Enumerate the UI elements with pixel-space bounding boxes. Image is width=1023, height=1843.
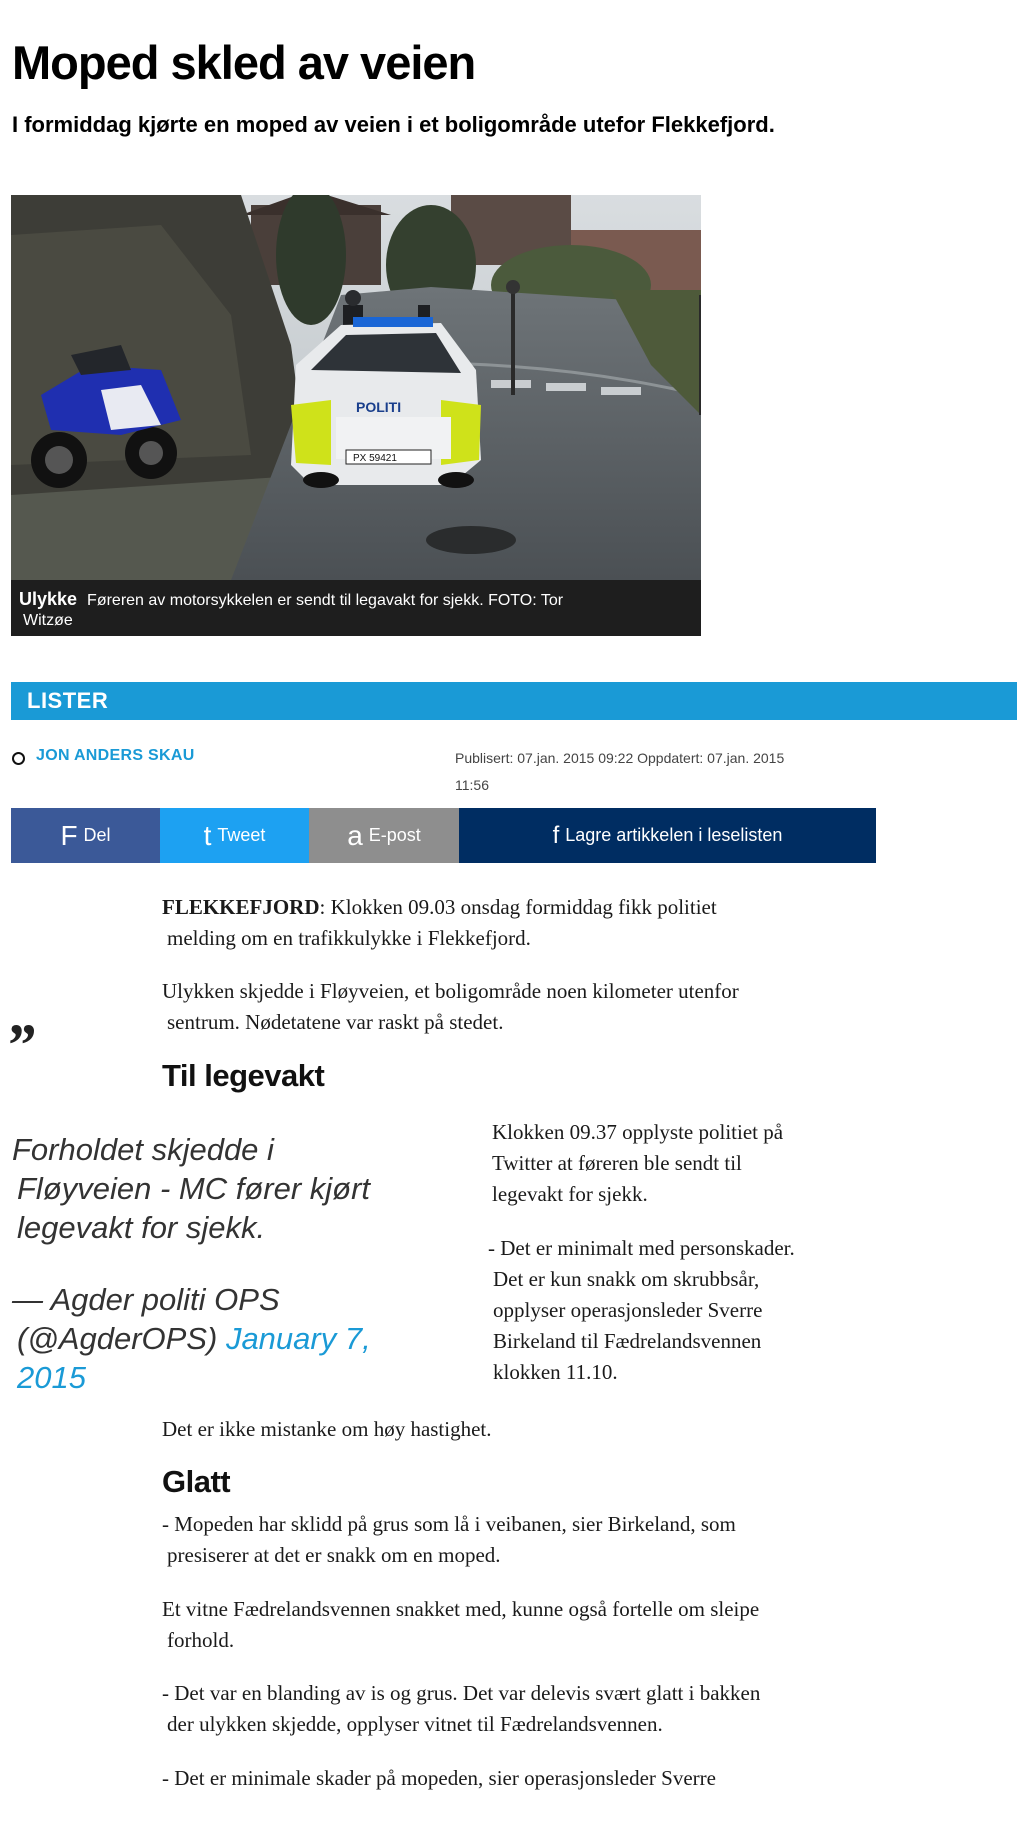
tweet-author: — Agder politi OPS (12, 1282, 280, 1317)
paragraph-3-line-2: Twitter at føreren ble sendt til (492, 1151, 742, 1175)
article-ingress: I formiddag kjørte en moped av veien i et boligområde utefor Flekkefjord. (12, 112, 775, 137)
subheading-til-legevakt: Til legevakt (162, 1058, 325, 1093)
dates-line2: 11:56 (455, 777, 489, 793)
tweet-date-link[interactable]: January 7, (225, 1321, 371, 1356)
tweet-date-link-continued[interactable]: 2015 (17, 1360, 86, 1395)
paragraph-8-line-2: der ulykken skjedde, opplyser vitnet til Fædrelandsvennen. (167, 1712, 663, 1736)
facebook-share-button[interactable] (11, 808, 160, 863)
paragraph-3-line-3: legevakt for sjekk. (492, 1182, 648, 1206)
paragraph-2-line-1: Ulykken skjedde i Fløyveien, et boligområde noen kilometer utenfor (162, 979, 739, 1003)
paragraph-7-line-2: forhold. (167, 1628, 235, 1652)
paragraph-4-line-2: Det er kun snakk om skrubbsår, (493, 1267, 760, 1291)
paragraph-8 (162, 1678, 882, 1740)
paragraph-3-line-1: Klokken 09.37 opplyste politiet på (492, 1120, 784, 1144)
author-link[interactable]: JON ANDERS SKAU (36, 747, 195, 764)
quote-icon: ” (5, 1012, 35, 1078)
twitter-share-label: Tweet (217, 825, 266, 845)
bookmark-icon: f (552, 821, 560, 849)
paragraph-6-line-2: presiserer at det er snakk om en moped. (167, 1543, 501, 1567)
email-share-label: E-post (368, 825, 421, 845)
publish-dates (455, 745, 875, 799)
facebook-share-label: Del (83, 825, 111, 845)
save-label: Lagre artikkelen i leselisten (565, 825, 783, 845)
tweet-line-2: Fløyveien - MC fører kjørt (17, 1171, 371, 1206)
paragraph-4-line-3: opplyser operasjonsleder Sverre (493, 1298, 763, 1322)
dateline: FLEKKEFJORD (162, 895, 320, 919)
section-bar[interactable]: LISTER (11, 682, 1017, 720)
paragraph-4 (488, 1233, 888, 1388)
paragraph-7 (162, 1594, 882, 1656)
save-to-reading-list-button[interactable] (459, 808, 876, 863)
paragraph-4-line-5: klokken 11.10. (493, 1360, 618, 1384)
accident-scene-photo (11, 195, 701, 580)
license-plate: PX 59421 (353, 453, 397, 464)
paragraph-2-line-2: sentrum. Nødetatene var raskt på stedet. (167, 1010, 504, 1034)
caption-text: Føreren av motorsykkelen er sendt til legavakt for sjekk. FOTO: Tor (87, 592, 564, 609)
paragraph-1-line-2: melding om en trafikkulykke i Flekkefjord. (167, 926, 531, 950)
paragraph-7-line-1: Et vitne Fædrelandsvennen snakket med, kunne også fortelle om sleipe (162, 1597, 760, 1621)
tweet-handle: (@AgderOPS) (17, 1321, 218, 1356)
paragraph-6 (162, 1509, 882, 1571)
paragraph-1-line-1: : Klokken 09.03 onsdag formiddag fikk politiet (319, 895, 717, 919)
bullet-icon (12, 752, 25, 765)
caption-label: Ulykke (19, 589, 78, 609)
article-photo (11, 195, 701, 580)
email-icon: a (347, 819, 363, 851)
twitter-icon: t (203, 819, 212, 851)
embedded-tweet-text (12, 1130, 467, 1247)
paragraph-4-line-1: - Det er minimalt med personskader. (488, 1236, 795, 1260)
embedded-tweet-source (12, 1280, 467, 1397)
paragraph-3 (492, 1117, 882, 1210)
tweet-line-3: legevakt for sjekk. (17, 1210, 266, 1245)
facebook-icon: F (60, 819, 78, 851)
article-headline: Moped skled av veien (12, 36, 476, 90)
subheading-glatt: Glatt (162, 1464, 231, 1499)
paragraph-4-line-4: Birkeland til Fædrelandsvennen (493, 1329, 762, 1353)
car-lettering: POLITI (356, 399, 402, 415)
paragraph-5: Det er ikke mistanke om høy hastighet. (162, 1417, 492, 1441)
caption-text-continued: Witzøe (23, 612, 73, 629)
dates-line1: Publisert: 07.jan. 2015 09:22 Oppdatert: 07.jan. 2015 (455, 750, 785, 766)
photo-caption (11, 580, 701, 636)
paragraph-6-line-1: - Mopeden har sklidd på grus som lå i veibanen, sier Birkeland, som (162, 1512, 736, 1536)
paragraph-9 (162, 1763, 882, 1794)
paragraph-9-line-1: - Det er minimale skader på mopeden, sier operasjonsleder Sverre (162, 1766, 716, 1790)
tweet-line-1: Forholdet skjedde i (12, 1132, 274, 1167)
paragraph-1 (162, 892, 882, 954)
paragraph-8-line-1: - Det var en blanding av is og grus. Det var delevis svært glatt i bakken (162, 1681, 761, 1705)
twitter-share-button[interactable] (160, 808, 309, 863)
paragraph-2 (162, 976, 882, 1038)
email-share-button[interactable] (309, 808, 459, 863)
